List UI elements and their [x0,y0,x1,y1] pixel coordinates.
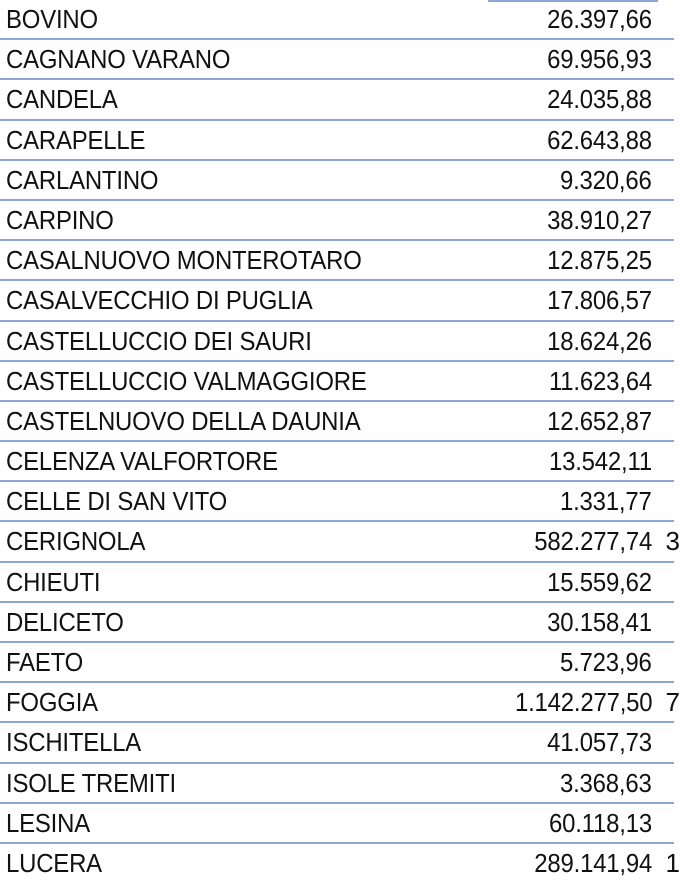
importo-cell: 17.806,57 [547,285,652,316]
table-row [0,563,674,603]
table-row [0,40,674,80]
comune-cell: CHIEUTI [6,566,101,597]
importo-cell: 12.652,87 [547,405,652,436]
table-row [0,442,674,482]
importo-cell: 582.277,74 [534,526,652,557]
importo-cell: 26.397,66 [547,4,652,34]
table-row [0,80,674,120]
importo-cell: 12.875,25 [547,245,652,276]
table-row [0,844,680,884]
importo-cell: 15.559,62 [547,566,652,597]
importo-cell: 30.158,41 [547,606,652,637]
table-row [0,362,674,402]
comune-cell: DELICETO [6,606,124,637]
comune-cell: CANDELA [6,84,118,115]
importo-cell: 41.057,73 [547,727,652,758]
table-row [0,281,674,321]
comune-cell: CELENZA VALFORTORE [6,446,278,477]
comune-cell: CASTELLUCCIO VALMAGGIORE [6,365,367,396]
table-row [0,0,674,40]
comune-cell: FAETO [6,647,84,677]
comune-cell: CAGNANO VARANO [6,44,231,75]
table-row [0,683,680,723]
importo-cell: 5.723,96 [560,647,652,677]
importo-cell: 13.542,11 [549,446,652,477]
importo-cell: 62.643,88 [547,124,652,155]
comune-cell: CASTELNUOVO DELLA DAUNIA [6,405,361,436]
comune-cell: CASTELLUCCIO DEI SAURI [6,325,312,356]
comune-cell: ISOLE TREMITI [6,767,176,798]
comune-cell: CARAPELLE [6,124,146,155]
importo-cell: 11.623,64 [549,365,652,396]
importo-cell: 38.910,27 [547,204,652,235]
table-row [0,201,674,241]
comune-cell: CELLE DI SAN VITO [6,486,228,517]
table-row [0,764,674,804]
comune-cell: LESINA [6,807,90,838]
comune-cell: LUCERA [6,847,102,878]
table-row [0,522,680,562]
importo-cell: 9.320,66 [560,164,652,195]
table-row [0,482,674,522]
table-row [0,402,674,442]
comune-cell: CASALNUOVO MONTEROTARO [6,245,362,276]
comune-cell: CARLANTINO [6,164,159,195]
importo-cell: 1.142.277,50 [514,687,652,718]
next-column-cell: 7 [665,687,680,718]
importo-cell: 1.331,77 [560,486,652,517]
comune-cell: BOVINO [6,4,98,34]
importo-cell: 18.624,26 [547,325,652,356]
importo-cell: 3.368,63 [560,767,652,798]
next-column-cell: 3 [665,526,680,557]
importo-cell: 69.956,93 [547,44,652,75]
comune-cell: CERIGNOLA [6,526,146,557]
table-row [0,723,674,763]
table-row [0,603,674,643]
table-row [0,643,674,683]
table-row [0,804,674,844]
table-row [0,241,674,281]
comune-cell: CARPINO [6,204,114,235]
comune-cell: CASALVECCHIO DI PUGLIA [6,285,313,316]
importo-cell: 60.118,13 [549,807,652,838]
table-row [0,121,674,161]
table-row [0,161,674,201]
importo-cell: 24.035,88 [547,84,652,115]
next-column-cell: 1 [665,847,680,878]
comune-cell: FOGGIA [6,687,98,718]
importo-cell: 289.141,94 [534,847,652,878]
comune-cell: ISCHITELLA [6,727,142,758]
table-row [0,322,674,362]
